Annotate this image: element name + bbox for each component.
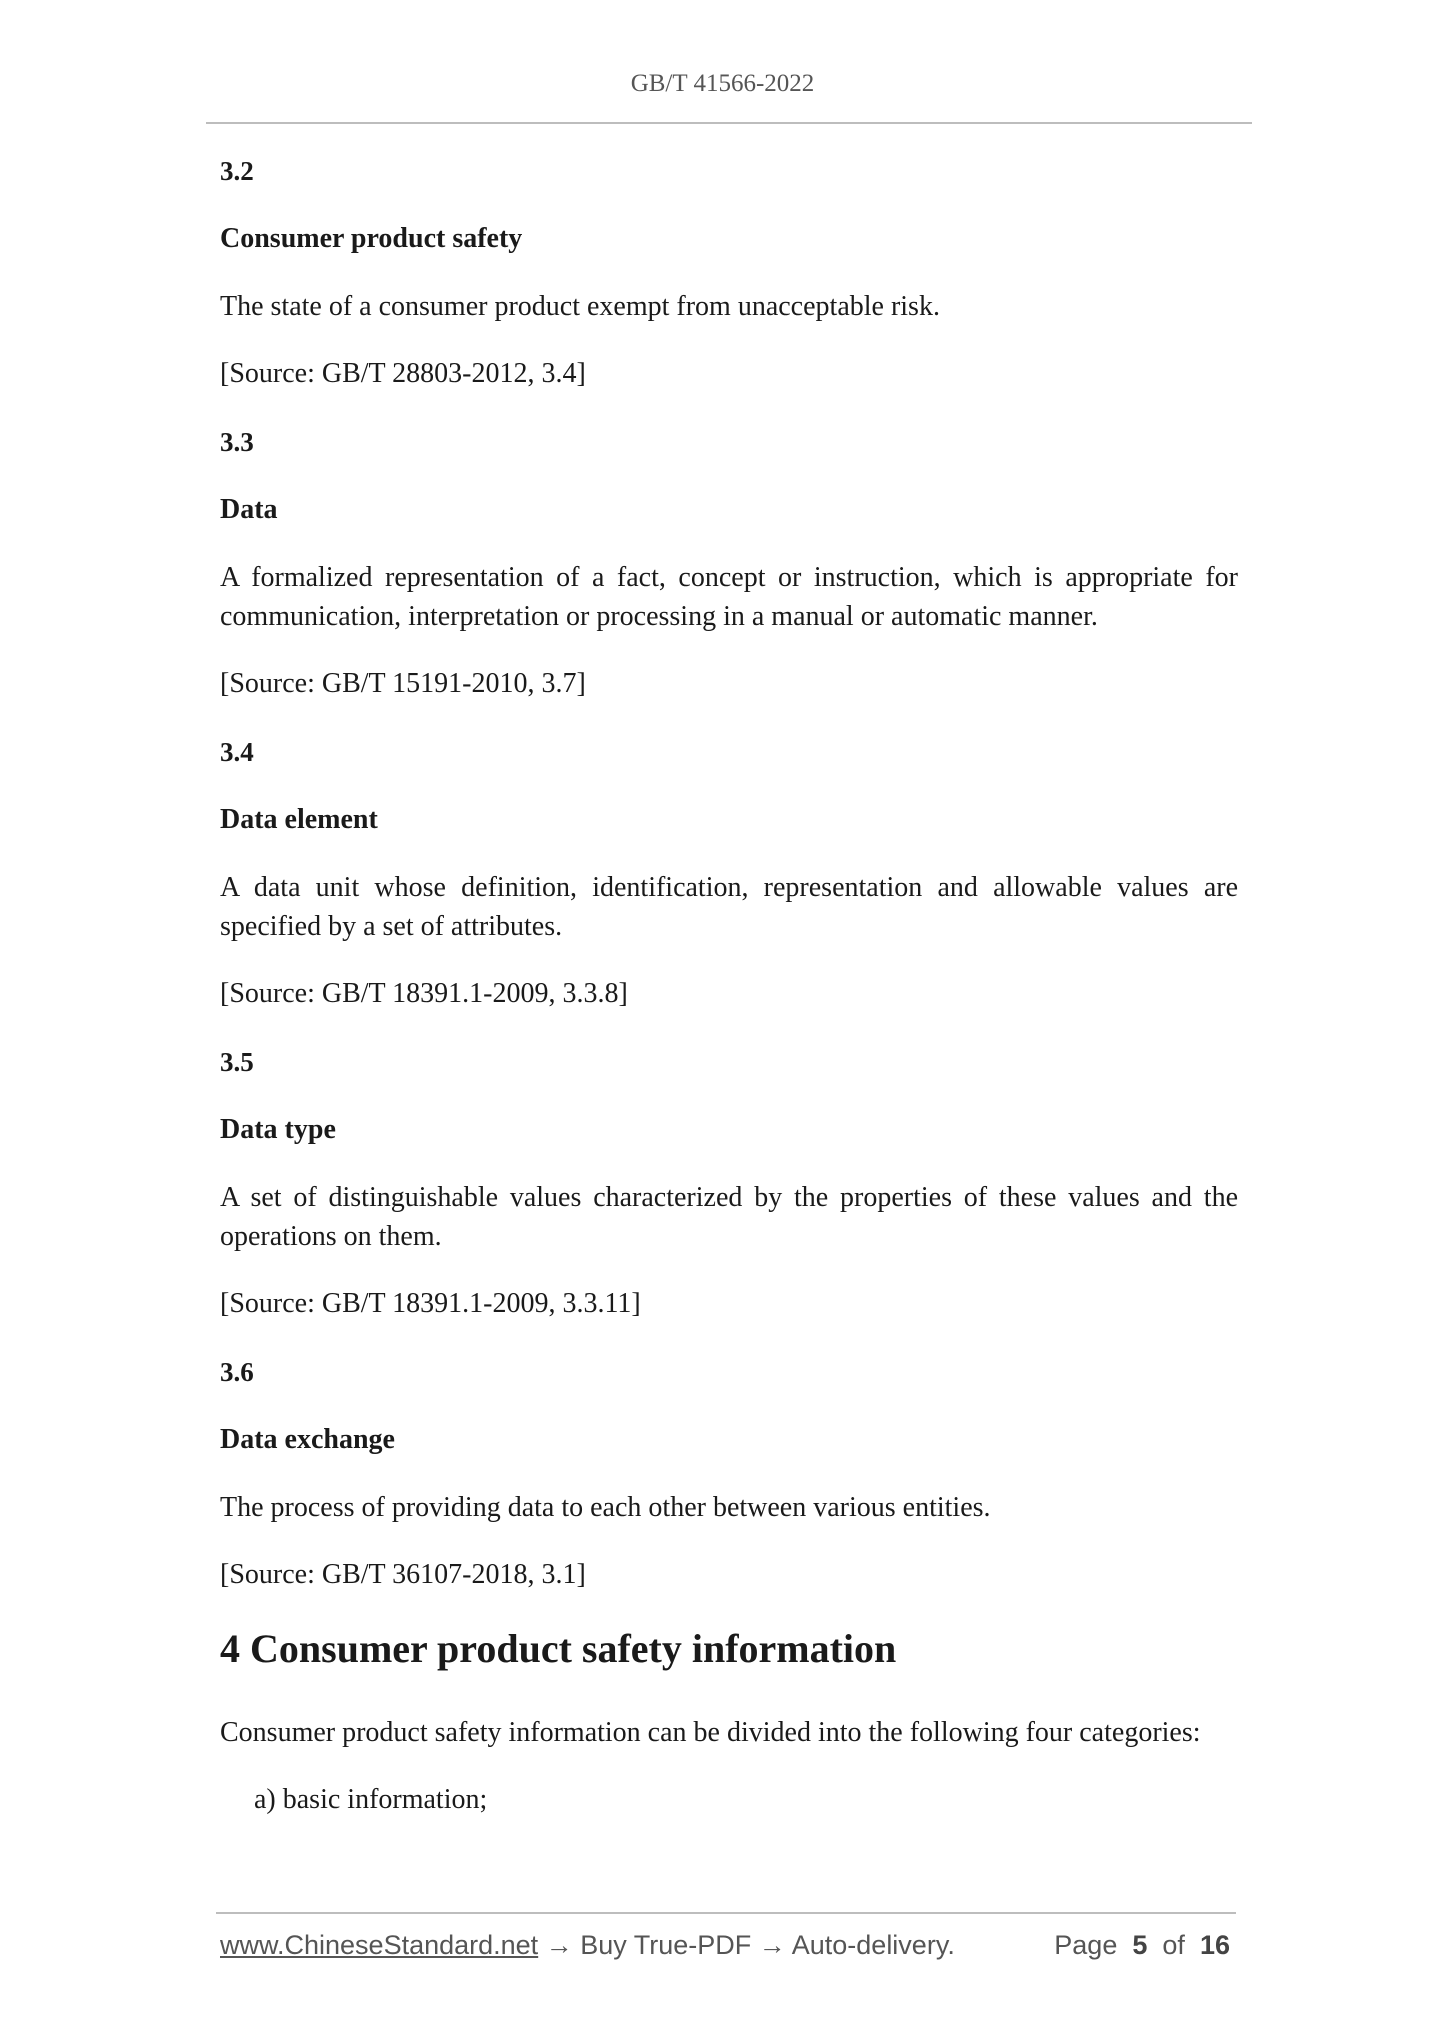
term-entry (220, 732, 1238, 1014)
term-number: 3.4 (220, 737, 254, 767)
term-definition: The state of a consumer product exempt from unacceptable risk. (220, 291, 940, 322)
term-title: Data type (220, 1114, 336, 1145)
term-source: [Source: GB/T 18391.1-2009, 3.3.8] (220, 978, 628, 1009)
term-title: Data (220, 494, 278, 525)
term-source: [Source: GB/T 15191-2010, 3.7] (220, 668, 586, 699)
term-title: Data element (220, 804, 378, 835)
header-divider (206, 122, 1252, 124)
term-definition: A set of distinguishable values characterized by the properties of these values and the operations on them. (220, 1182, 1238, 1252)
page-label: Page (1054, 1930, 1118, 1960)
term-definition: A data unit whose definition, identification, representation and allowable values are specified by a set of attributes. (220, 872, 1238, 942)
term-source: [Source: GB/T 36107-2018, 3.1] (220, 1559, 586, 1590)
page-of-label: of (1162, 1930, 1185, 1960)
page-footer (220, 1930, 1230, 1970)
term-entry (220, 1352, 1238, 1595)
website-link[interactable]: www.ChineseStandard.net (220, 1930, 539, 1960)
footer-promo (220, 1930, 955, 1961)
document-body (220, 151, 1238, 1820)
term-source: [Source: GB/T 28803-2012, 3.4] (220, 358, 586, 389)
total-page-count: 16 (1199, 1930, 1230, 1960)
term-entry (220, 1042, 1238, 1324)
term-title: Data exchange (220, 1424, 395, 1455)
term-definition: A formalized representation of a fact, concept or instruction, which is appropriate for communication, interpretation or processing in a manual or automatic manner. (220, 562, 1238, 632)
term-entry (220, 422, 1238, 704)
list-item: a) basic information; (254, 1784, 488, 1815)
term-number: 3.6 (220, 1357, 254, 1387)
page-indicator (1054, 1930, 1230, 1961)
term-title: Consumer product safety (220, 223, 523, 254)
term-definition: The process of providing data to each other between various entities. (220, 1492, 991, 1523)
term-number: 3.3 (220, 427, 254, 457)
current-page-number: 5 (1132, 1930, 1148, 1960)
term-number: 3.5 (220, 1047, 254, 1077)
footer-tagline: → Buy True-PDF → Auto-delivery. (538, 1930, 955, 1960)
section-intro: Consumer product safety information can be divided into the following four categories: (220, 1717, 1201, 1748)
section-heading: 4 Consumer product safety information (220, 1626, 897, 1671)
footer-divider (216, 1912, 1236, 1914)
term-entry (220, 151, 1238, 394)
term-number: 3.2 (220, 156, 254, 186)
term-source: [Source: GB/T 18391.1-2009, 3.3.11] (220, 1288, 641, 1319)
page-header: GB/T 41566-2022 (630, 70, 815, 97)
